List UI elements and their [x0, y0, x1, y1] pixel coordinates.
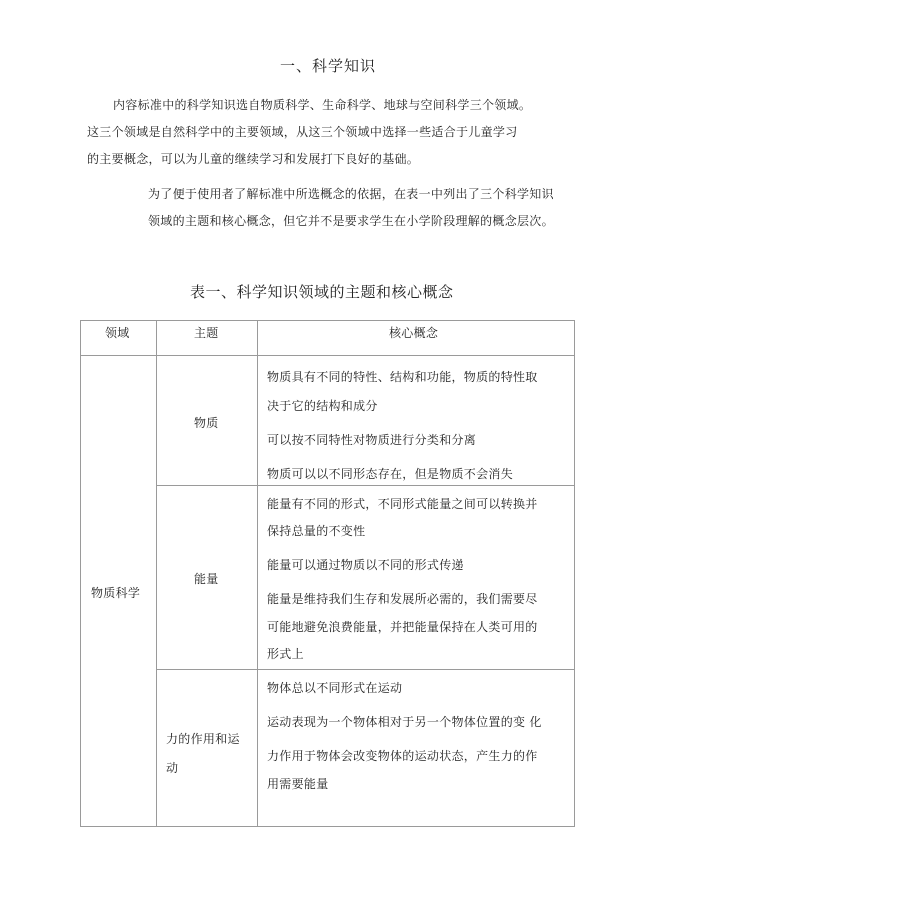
- table-border: [156, 485, 575, 486]
- concept-line: 物质具有不同的特性、结构和功能，物质的特性取: [267, 370, 538, 384]
- concept-line: 形式上: [267, 647, 304, 661]
- theme-cell: 物质: [194, 416, 219, 430]
- paragraph-line: 的主要概念，可以为儿童的继续学习和发展打下良好的基础。: [87, 152, 420, 166]
- concept-line: 可能地避免浪费能量，并把能量保持在人类可用的: [267, 620, 538, 634]
- concept-line: 可以按不同特性对物质进行分类和分离: [267, 433, 477, 447]
- table-border: [80, 320, 81, 827]
- concept-table: [80, 320, 575, 827]
- concept-line: 物体总以不同形式在运动: [267, 681, 403, 695]
- theme-cell: 动: [166, 761, 179, 775]
- table-title: 表一、科学知识领域的主题和核心概念: [190, 283, 454, 301]
- header-theme: 主题: [194, 326, 219, 340]
- table-border: [574, 320, 575, 827]
- theme-cell: 力的作用和运: [166, 732, 240, 746]
- table-border: [257, 320, 258, 827]
- paragraph-line: 这三个领域是自然科学中的主要领域，从这三个领域中选择一些适合于儿童学习: [87, 125, 518, 139]
- theme-cell: 能量: [194, 572, 219, 586]
- domain-cell: 物质科学: [91, 586, 141, 600]
- table-border: [80, 826, 575, 827]
- concept-line: 物质可以以不同形态存在，但是物质不会消失: [267, 467, 514, 481]
- concept-line: 用需要能量: [267, 777, 329, 791]
- concept-line: 保持总量的不变性: [267, 524, 366, 538]
- paragraph-line: 领域的主题和核心概念，但它并不是要求学生在小学阶段理解的概念层次。: [148, 214, 554, 228]
- concept-line: 能量可以通过物质以不同的形式传递: [267, 558, 464, 572]
- header-concepts: 核心概念: [389, 326, 439, 340]
- concept-line: 能量有不同的形式，不同形式能量之间可以转换并: [267, 497, 538, 511]
- paragraph-line: 为了便于使用者了解标准中所选概念的依据，在表一中列出了三个科学知识: [148, 187, 554, 201]
- section-title: 一、科学知识: [280, 57, 377, 75]
- table-border: [80, 320, 575, 321]
- header-domain: 领域: [105, 326, 130, 340]
- concept-line: 力作用于物体会改变物体的运动状态，产生力的作: [267, 749, 538, 763]
- table-border: [156, 320, 157, 827]
- table-border: [156, 669, 575, 670]
- table-border: [80, 355, 575, 356]
- paragraph-line: 内容标准中的科学知识选自物质科学、生命科学、地球与空间科学三个领域。: [113, 98, 532, 112]
- concept-line: 运动表现为一个物体相对于另一个物体位置的变 化: [267, 715, 542, 729]
- concept-line: 能量是维持我们生存和发展所必需的，我们需要尽: [267, 592, 538, 606]
- concept-line: 决于它的结构和成分: [267, 399, 378, 413]
